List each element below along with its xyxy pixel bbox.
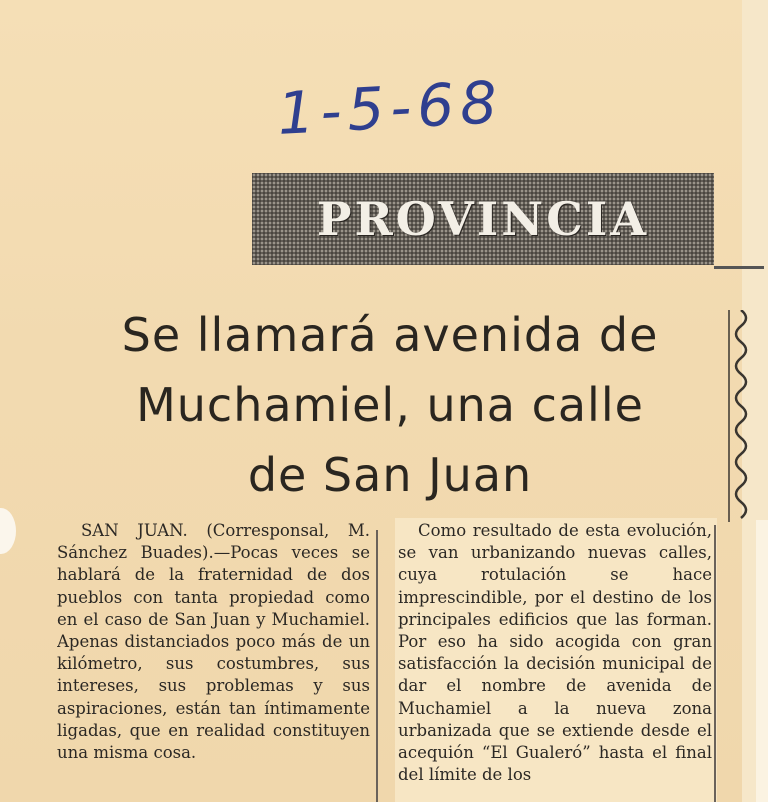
headline-line-1: Se llamará avenida de: [121, 308, 659, 362]
article-column-right: [398, 520, 712, 802]
article-column-left: [57, 520, 370, 802]
headline-line-2: Muchamiel, una calle: [136, 378, 644, 432]
handwritten-date: 1-5-68: [275, 68, 505, 148]
article-headline: [60, 300, 720, 520]
article-paragraph: SAN JUAN. (Corresponsal, M. Sánchez Buades).—Pocas veces se hablará de la fraternidad de dos pueblos con tanta propiedad como en el caso de San Juan y Muchamiel. Apenas distanciados poco más de un kilómetro, sus costumbres, sus intereses, sus problemas y sus aspiraciones, están tan íntimamente ligadas, que en realidad constituyen una misma cosa.: [57, 521, 370, 763]
column-rule-right: [714, 525, 716, 802]
column-divider: [376, 530, 378, 802]
wavy-border-ornament: [726, 310, 756, 522]
headline-line-3: de San Juan: [247, 448, 533, 502]
clipping-torn-edge: [756, 520, 768, 802]
banner-rule: [714, 266, 764, 269]
article-paragraph: Como resultado de esta evolución, se van urbanizando nuevas calles, cuya rotulación se hace imprescindible, por el destino de los principales edificios que las forman. Por eso ha sido acogida con gran satisfacción la decisión municipal de dar el nombre de avenida de Muchamiel a la nueva zona urbanizada que se extiende desde el acequión “El Gualeró” hasta el final del límite de los: [398, 521, 712, 785]
section-banner: [252, 173, 714, 265]
section-banner-label: PROVINCIA: [316, 192, 650, 246]
